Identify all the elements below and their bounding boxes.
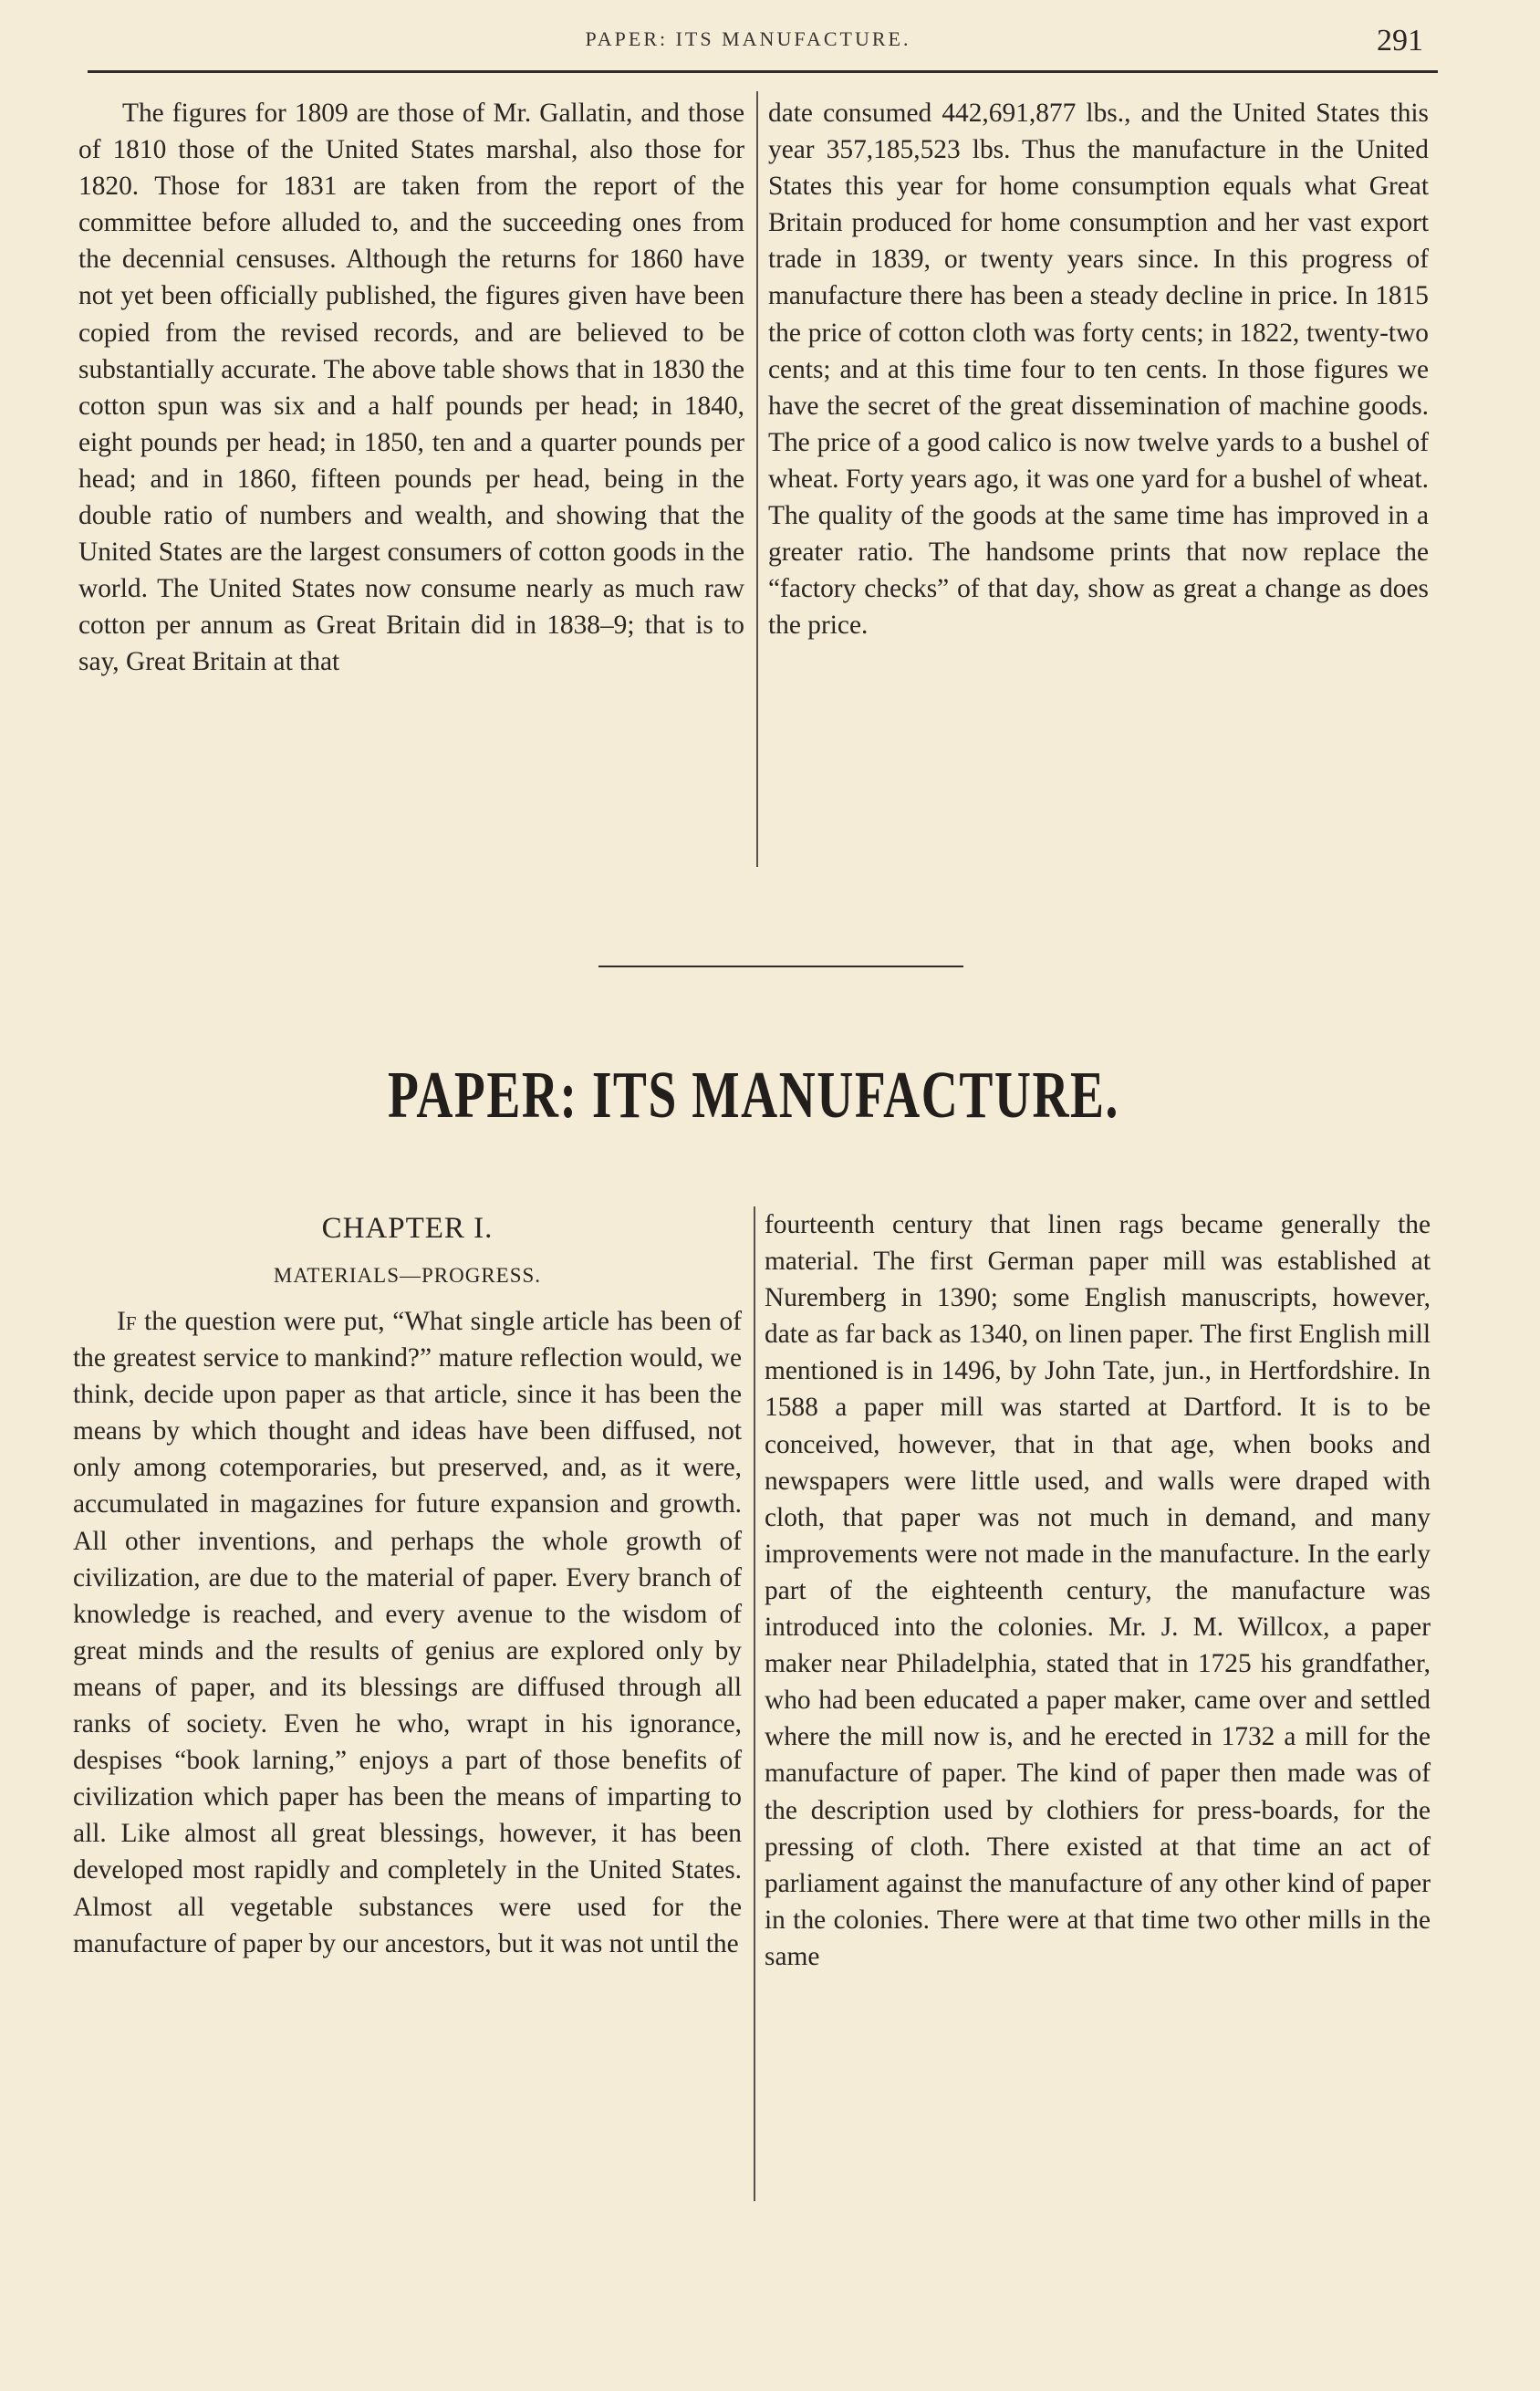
column-divider-top: [756, 91, 758, 867]
article-title: PAPER: ITS MANUFACTURE.: [388, 1058, 1119, 1132]
section-divider-rule: [598, 966, 963, 967]
running-head: PAPER: ITS MANUFACTURE.: [585, 27, 911, 50]
article-right-column: [765, 1206, 1431, 1975]
article-right-paragraph: fourteenth century that linen rags became generally the material. The first German paper mill was established at Nuremberg in 1390; some English manuscripts, however, date as far back as 1340, on linen paper. The first English mill mentioned is in 1496, by John Tate, jun., in Hertfordshire. In 1588 a paper mill was started at Dartford. It is to be conceived, however, that in that age, when books and newspapers were little used, and walls were draped with cloth, that paper was not much in demand, and many improvements were not made in the manufacture. In the early part of the eighteenth century, the manufacture was introduced into the colonies. Mr. J. M. Willcox, a paper maker near Philadelphia, stated that in 1725 his grandfather, who had been educated a paper maker, came over and settled where the mill now is, and he erected in 1732 a mill for the manufacture of paper. The kind of paper then made was of the description used by clothiers for press-boards, for the pressing of cloth. There existed at that time an act of parliament against the manufacture of any other kind of paper in the colonies. There were at that time two other mills in the same: [765, 1210, 1431, 1971]
chapter-subheading: MATERIALS—PROGRESS.: [273, 1264, 542, 1287]
previous-article-right-column: [768, 95, 1429, 643]
article-left-text: the question were put, “What single article has been of the greatest service to mankind?” mature reflection would, we think, decide upon paper as that article, since it has been the means by which thought and ideas have been diffused, not only among cotemporaries, but preserved, and, as it were, accumulated in magazines for future expansion and growth. All other inventions, and perhaps the whole growth of civilization, are due to the material of paper. Every branch of knowledge is reached, and every avenue to the wisdom of great minds and the results of genius are explored only by means of paper, and its blessings are diffused through all ranks of society. Even he who, wrapt in his ignorance, despises “book larning,” enjoys a part of those benefits of civilization which paper has been the means of imparting to all. Like almost all great blessings, however, it has been developed most rapidly and completely in the United States. Almost all vegetable substances were used for the manufacture of paper by our ancestors, but it was not until the: [73, 1307, 742, 1958]
page-number: 291: [1377, 24, 1423, 57]
header-rule: [88, 70, 1438, 73]
previous-article-right-paragraph: date consumed 442,691,877 lbs., and the United States this year 357,185,523 lbs. Thus the manufacture in the United States this year for home consumption equals what Great Britain produced for home consumption and her vast export trade in 1839, or twenty years since. In this progress of manufacture there has been a steady decline in price. In 1815 the price of cotton cloth was forty cents; in 1822, twenty-two cents; and at this time four to ten cents. In those figures we have the secret of the great dissemination of machine goods. The price of a good calico is now twelve yards to a bushel of wheat. Forty years ago, it was one yard for a bushel of wheat. The quality of the goods at the same time has improved in a greater ratio. The handsome prints that now replace the “factory checks” of that day, show as great a change as does the price.: [768, 99, 1429, 641]
opening-word: If: [117, 1307, 137, 1336]
chapter-heading: CHAPTER I.: [321, 1212, 494, 1245]
article-left-column: [73, 1206, 742, 1962]
article-left-paragraph: [73, 1303, 742, 1962]
column-divider-bottom: [754, 1206, 755, 2201]
previous-article-left-column: [78, 95, 744, 681]
previous-article-left-paragraph: The figures for 1809 are those of Mr. Gallatin, and those of 1810 those of the United States marshal, also those for 1820. Those for 1831 are taken from the report of the committee before alluded to, and the succeeding ones from the decennial censuses. Although the returns for 1860 have not yet been officially published, the figures given have been copied from the revised records, and are believed to be substantially accurate. The above table shows that in 1830 the cotton spun was six and a half pounds per head; in 1840, eight pounds per head; in 1850, ten and a quarter pounds per head; and in 1860, fifteen pounds per head, being in the double ratio of numbers and wealth, and showing that the United States are the largest consumers of cotton goods in the world. The United States now consume nearly as much raw cotton per annum as Great Britain did in 1838–9; that is to say, Great Britain at that: [78, 99, 744, 677]
